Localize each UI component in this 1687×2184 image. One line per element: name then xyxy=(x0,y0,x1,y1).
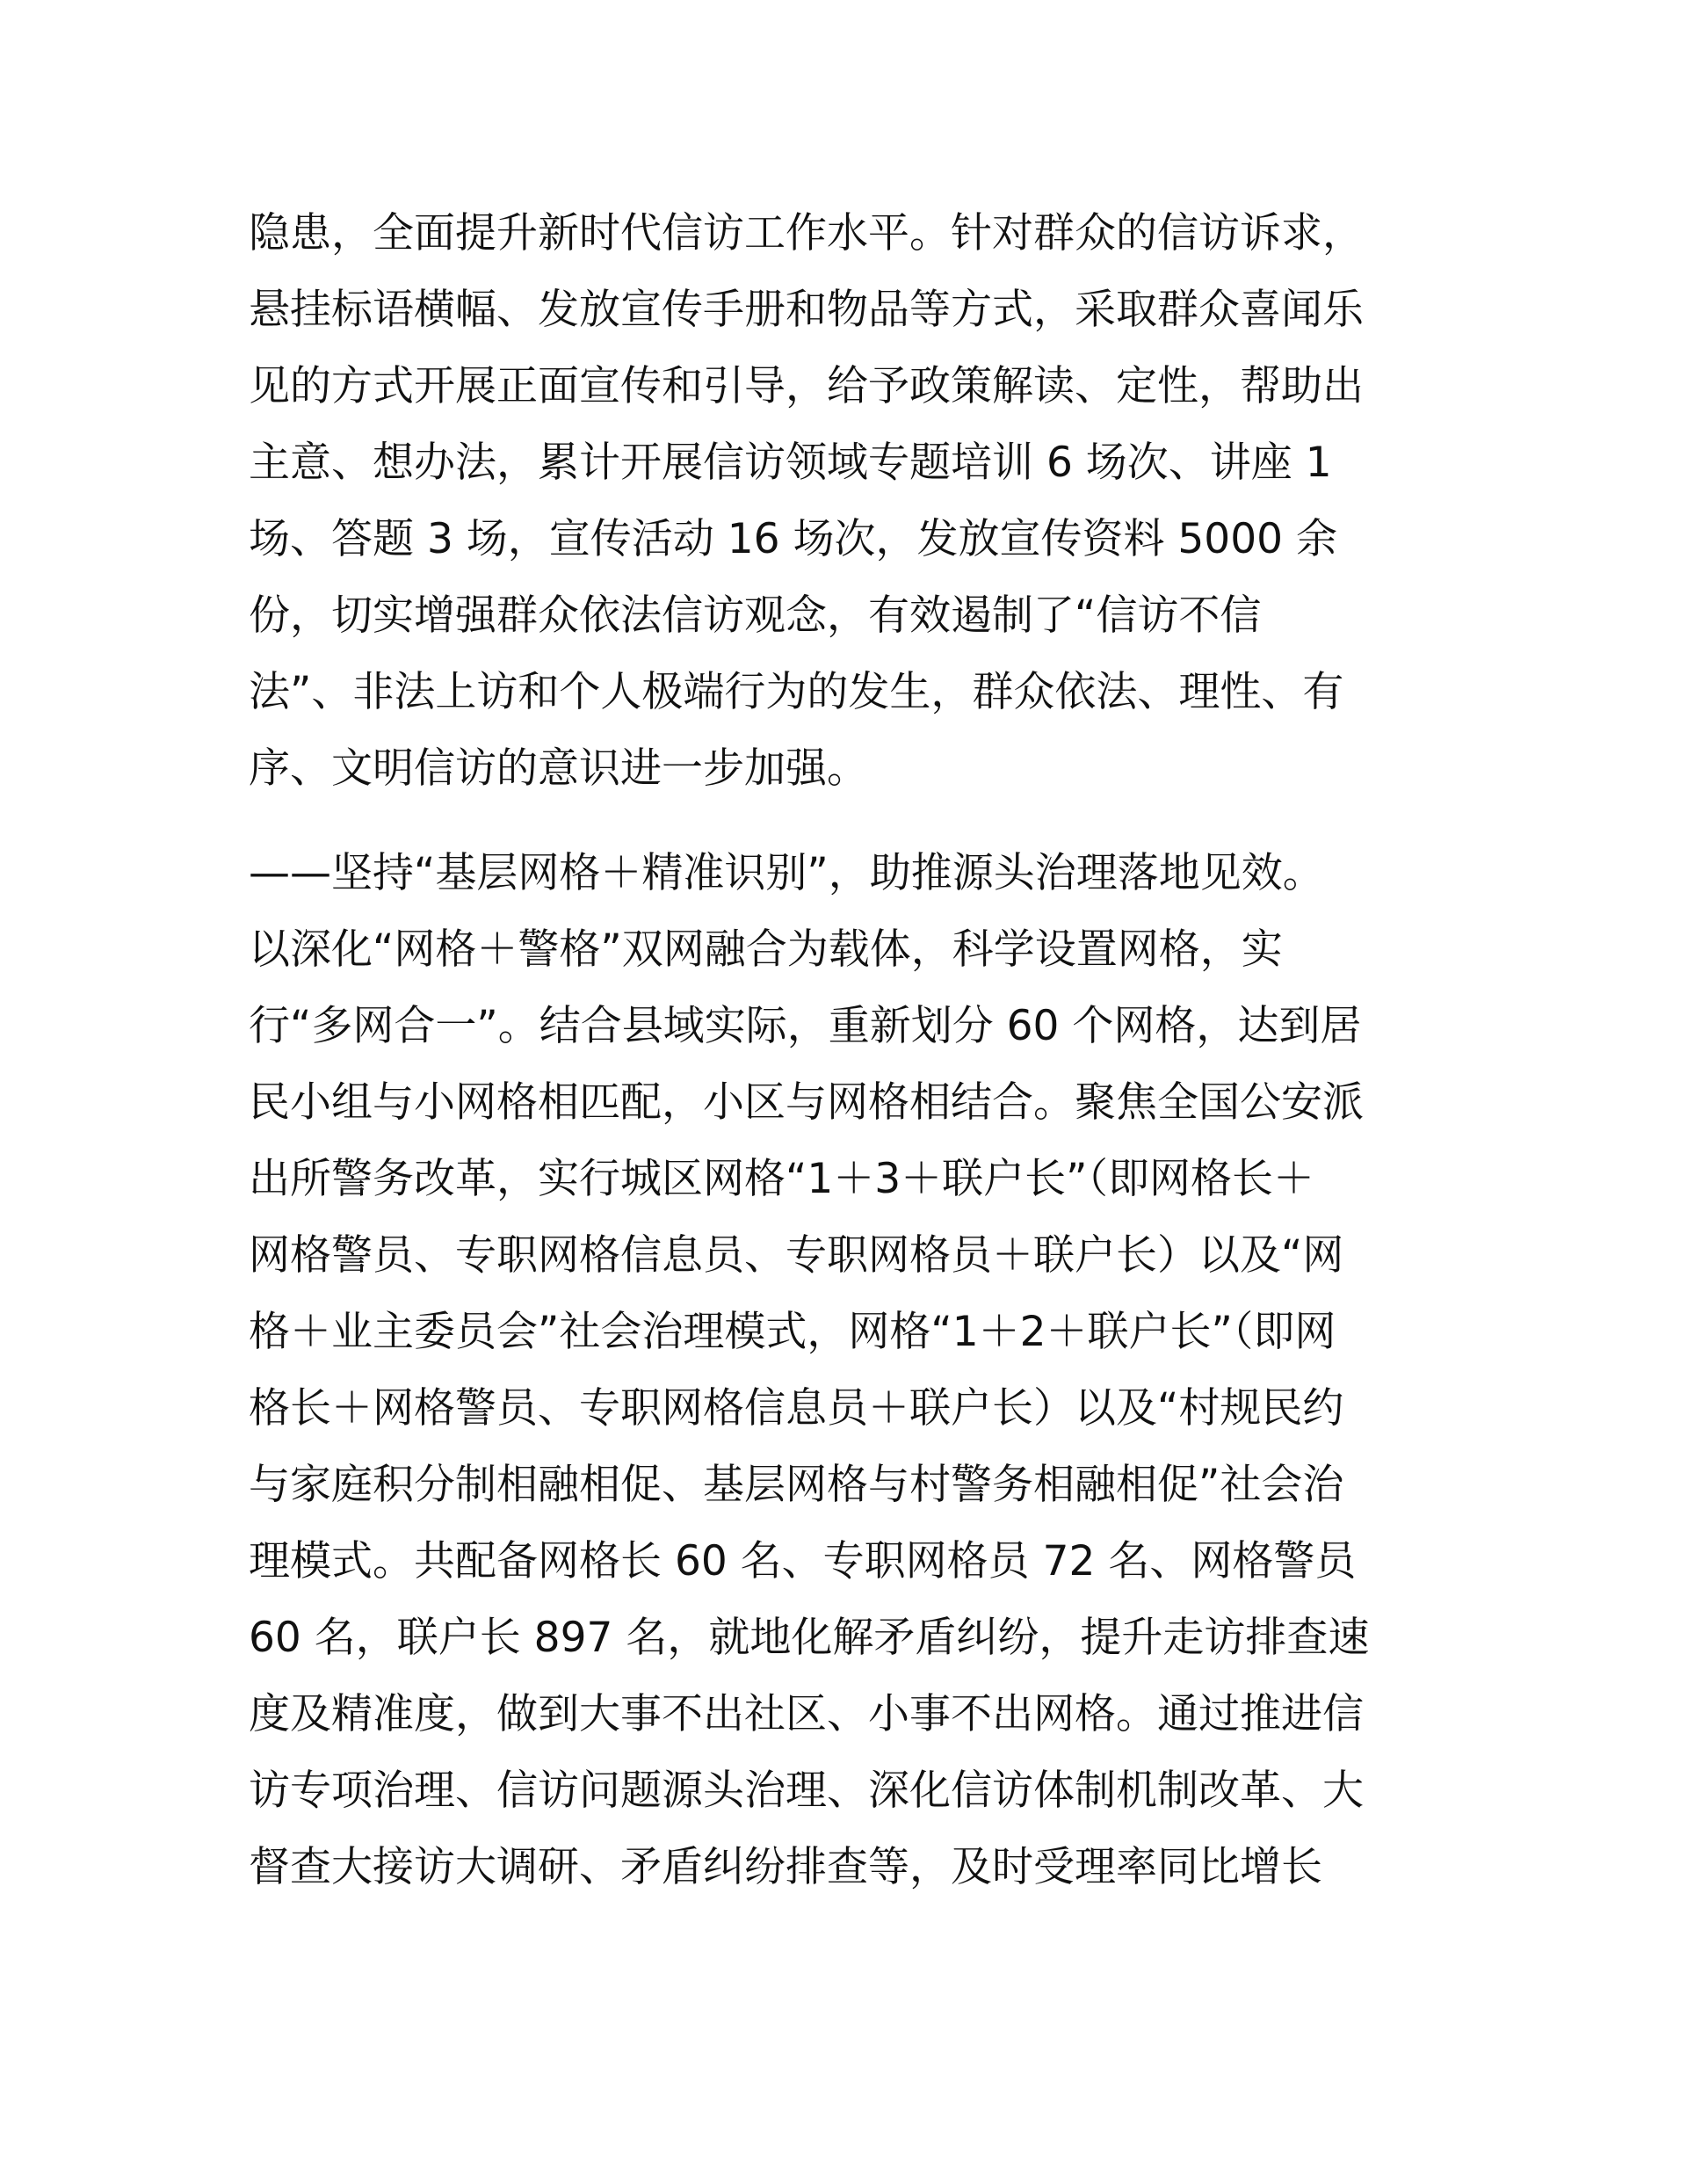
text-line: 网格警员、专职网格信息员、专职网格员＋联户长）以及“网 xyxy=(249,1231,1344,1280)
text-line: 见的方式开展正面宣传和引导，给予政策解读、定性，帮助出 xyxy=(249,362,1364,410)
text-line: 份，切实增强群众依法信访观念，有效遏制了“信访不信 xyxy=(249,591,1262,640)
text-line: 访专项治理、信访问题源头治理、深化信访体制机制改革、大 xyxy=(249,1767,1364,1815)
text-line: 序、文明信访的意识进一步加强。 xyxy=(249,744,868,793)
text-line: 理模式。共配备网格长 60 名、专职网格员 72 名、网格警员 xyxy=(249,1537,1357,1585)
paragraph-1 xyxy=(249,195,1461,807)
text-line: 法”、非法上访和个人极端行为的发生，群众依法、理性、有 xyxy=(249,668,1344,716)
text-line: 场、答题 3 场，宣传活动 16 场次，发放宣传资料 5000 余 xyxy=(249,515,1337,563)
text-line: 行“多网合一”。结合县域实际，重新划分 60 个网格，达到居 xyxy=(249,1002,1362,1050)
paragraph-2 xyxy=(249,835,1461,1905)
text-line: 度及精准度，做到大事不出社区、小事不出网格。通过推进信 xyxy=(249,1690,1364,1738)
text-line: 督查大接访大调研、矛盾纠纷排查等，及时受理率同比增长 xyxy=(249,1843,1322,1891)
text-line: 主意、想办法，累计开展信访领域专题培训 6 场次、讲座 1 xyxy=(249,439,1332,487)
text-line: 格长＋网格警员、专职网格信息员＋联户长）以及“村规民约 xyxy=(249,1384,1344,1433)
text-line: 出所警务改革，实行城区网格“1＋3＋联户长”（即网格长＋ xyxy=(249,1155,1315,1203)
text-line: ——坚持“基层网格＋精准识别”，助推源头治理落地见效。 xyxy=(249,849,1324,897)
text-line: 60 名，联户长 897 名，就地化解矛盾纠纷，提升走访排查速 xyxy=(249,1614,1370,1662)
text-line: 隐患，全面提升新时代信访工作水平。针对群众的信访诉求， xyxy=(249,209,1364,258)
text-line: 与家庭积分制相融相促、基层网格与村警务相融相促”社会治 xyxy=(249,1461,1344,1509)
text-line: 悬挂标语横幅、发放宣传手册和物品等方式，采取群众喜闻乐 xyxy=(249,286,1364,334)
text-line: 民小组与小网格相匹配，小区与网格相结合。聚焦全国公安派 xyxy=(249,1078,1364,1127)
text-line: 格＋业主委员会”社会治理模式，网格“1＋2＋联户长”（即网 xyxy=(249,1308,1336,1356)
text-line: 以深化“网格＋警格”双网融合为载体，科学设置网格，实 xyxy=(249,925,1283,974)
